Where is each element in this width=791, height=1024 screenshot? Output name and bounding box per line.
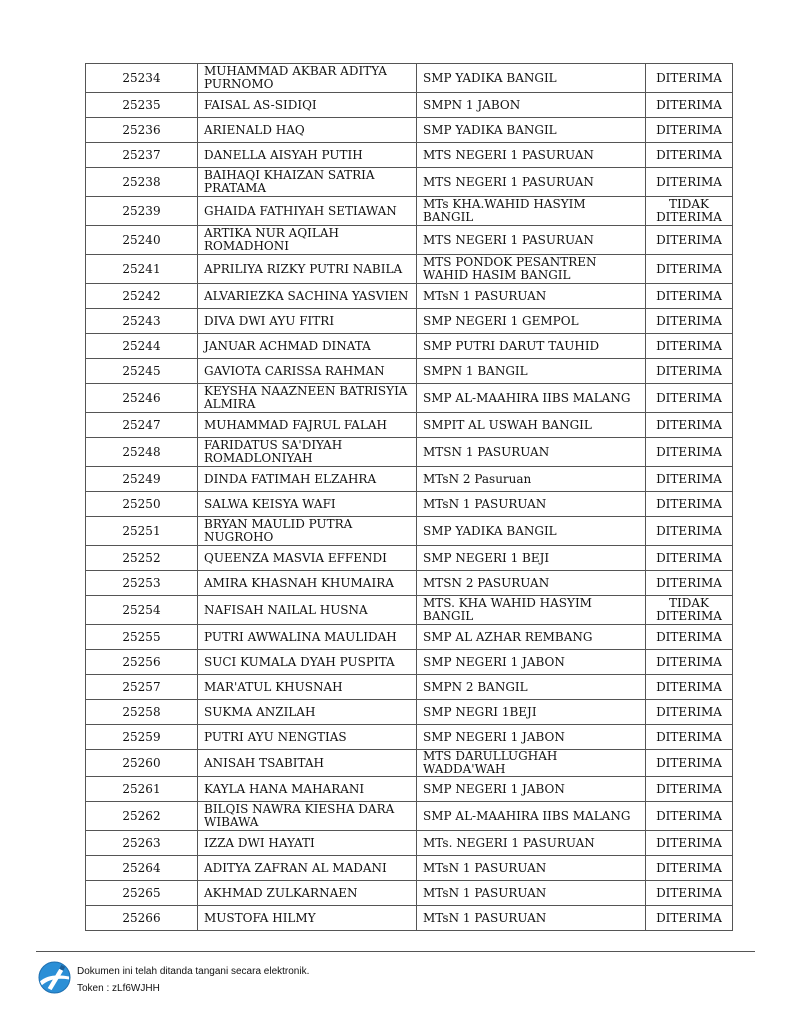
origin-school-cell: MTsN 1 PASURUAN [417, 284, 646, 309]
origin-school-cell: MTS DARULLUGHAH WADDA'WAH [417, 750, 646, 777]
registration-number-cell: 25244 [86, 334, 198, 359]
student-name-cell: FAISAL AS-SIDIQI [198, 93, 417, 118]
registration-number-cell: 25256 [86, 650, 198, 675]
admission-results-table [85, 63, 733, 931]
student-name-cell: JANUAR ACHMAD DINATA [198, 334, 417, 359]
table-row [86, 93, 733, 118]
table-row [86, 118, 733, 143]
table-row [86, 255, 733, 284]
registration-number-cell: 25242 [86, 284, 198, 309]
origin-school-cell: SMP AL-MAAHIRA IIBS MALANG [417, 384, 646, 413]
origin-school-cell: MTS NEGERI 1 PASURUAN [417, 168, 646, 197]
registration-number-cell: 25241 [86, 255, 198, 284]
table-row [86, 438, 733, 467]
student-name-cell: NAFISAH NAILAL HUSNA [198, 596, 417, 625]
student-name-cell: AKHMAD ZULKARNAEN [198, 881, 417, 906]
status-cell: DITERIMA [646, 384, 733, 413]
registration-number-cell: 25259 [86, 725, 198, 750]
table-row [86, 492, 733, 517]
student-name-cell: ANISAH TSABITAH [198, 750, 417, 777]
registration-number-cell: 25263 [86, 831, 198, 856]
table-row [86, 197, 733, 226]
registration-number-cell: 25260 [86, 750, 198, 777]
student-name-cell: DIVA DWI AYU FITRI [198, 309, 417, 334]
registration-number-cell: 25257 [86, 675, 198, 700]
origin-school-cell: SMP AL AZHAR REMBANG [417, 625, 646, 650]
status-cell: DITERIMA [646, 492, 733, 517]
table-row [86, 384, 733, 413]
status-cell: DITERIMA [646, 168, 733, 197]
registration-number-cell: 25252 [86, 546, 198, 571]
status-cell: DITERIMA [646, 309, 733, 334]
origin-school-cell: MTsN 1 PASURUAN [417, 856, 646, 881]
table-row [86, 831, 733, 856]
table-row [86, 359, 733, 384]
table-row [86, 467, 733, 492]
registration-number-cell: 25238 [86, 168, 198, 197]
status-cell: DITERIMA [646, 675, 733, 700]
origin-school-cell: SMP NEGERI 1 JABON [417, 725, 646, 750]
student-name-cell: KAYLA HANA MAHARANI [198, 777, 417, 802]
registration-number-cell: 25264 [86, 856, 198, 881]
origin-school-cell: MTs. NEGERI 1 PASURUAN [417, 831, 646, 856]
registration-number-cell: 25234 [86, 64, 198, 93]
registration-number-cell: 25258 [86, 700, 198, 725]
student-name-cell: BAIHAQI KHAIZAN SATRIA PRATAMA [198, 168, 417, 197]
origin-school-cell: MTsN 1 PASURUAN [417, 906, 646, 931]
status-cell: DITERIMA [646, 334, 733, 359]
registration-number-cell: 25255 [86, 625, 198, 650]
origin-school-cell: SMPN 2 BANGIL [417, 675, 646, 700]
status-cell: DITERIMA [646, 255, 733, 284]
table-row [86, 750, 733, 777]
registration-number-cell: 25240 [86, 226, 198, 255]
footer-divider [36, 951, 755, 952]
registration-number-cell: 25253 [86, 571, 198, 596]
origin-school-cell: SMP NEGERI 1 JABON [417, 777, 646, 802]
e-signature-logo-icon [38, 961, 71, 994]
status-cell: DITERIMA [646, 64, 733, 93]
origin-school-cell: MTSN 1 PASURUAN [417, 438, 646, 467]
student-name-cell: APRILIYA RIZKY PUTRI NABILA [198, 255, 417, 284]
status-cell: DITERIMA [646, 571, 733, 596]
status-cell: DITERIMA [646, 725, 733, 750]
table-row [86, 226, 733, 255]
origin-school-cell: MTS PONDOK PESANTREN WAHID HASIM BANGIL [417, 255, 646, 284]
registration-number-cell: 25262 [86, 802, 198, 831]
table-row [86, 64, 733, 93]
origin-school-cell: SMP NEGRI 1BEJI [417, 700, 646, 725]
origin-school-cell: MTS NEGERI 1 PASURUAN [417, 143, 646, 168]
table-row [86, 777, 733, 802]
table-row [86, 856, 733, 881]
origin-school-cell: SMPN 1 BANGIL [417, 359, 646, 384]
origin-school-cell: MTsN 2 Pasuruan [417, 467, 646, 492]
registration-number-cell: 25251 [86, 517, 198, 546]
student-name-cell: PUTRI AYU NENGTIAS [198, 725, 417, 750]
status-cell: DITERIMA [646, 438, 733, 467]
student-name-cell: ARTIKA NUR AQILAH ROMADHONI [198, 226, 417, 255]
student-name-cell: MUHAMMAD FAJRUL FALAH [198, 413, 417, 438]
origin-school-cell: SMP NEGERI 1 JABON [417, 650, 646, 675]
student-name-cell: BRYAN MAULID PUTRA NUGROHO [198, 517, 417, 546]
student-name-cell: QUEENZA MASVIA EFFENDI [198, 546, 417, 571]
registration-number-cell: 25243 [86, 309, 198, 334]
origin-school-cell: SMPN 1 JABON [417, 93, 646, 118]
origin-school-cell: SMP NEGERI 1 GEMPOL [417, 309, 646, 334]
student-name-cell: ARIENALD HAQ [198, 118, 417, 143]
origin-school-cell: MTsN 1 PASURUAN [417, 492, 646, 517]
student-name-cell: MAR'ATUL KHUSNAH [198, 675, 417, 700]
status-cell: DITERIMA [646, 226, 733, 255]
student-name-cell: SUCI KUMALA DYAH PUSPITA [198, 650, 417, 675]
origin-school-cell: SMP NEGERI 1 BEJI [417, 546, 646, 571]
registration-number-cell: 25236 [86, 118, 198, 143]
status-cell: DITERIMA [646, 802, 733, 831]
status-cell: DITERIMA [646, 777, 733, 802]
origin-school-cell: SMP YADIKA BANGIL [417, 64, 646, 93]
origin-school-cell: MTS NEGERI 1 PASURUAN [417, 226, 646, 255]
registration-number-cell: 25247 [86, 413, 198, 438]
table-row [86, 725, 733, 750]
table-body [86, 64, 733, 931]
table-row [86, 881, 733, 906]
student-name-cell: PUTRI AWWALINA MAULIDAH [198, 625, 417, 650]
origin-school-cell: MTS. KHA WAHID HASYIM BANGIL [417, 596, 646, 625]
table-row [86, 168, 733, 197]
table-row [86, 650, 733, 675]
status-cell: DITERIMA [646, 881, 733, 906]
origin-school-cell: SMP YADIKA BANGIL [417, 517, 646, 546]
signature-token: Token : zLf6WJHH [77, 983, 160, 994]
origin-school-cell: SMPIT AL USWAH BANGIL [417, 413, 646, 438]
status-cell: DITERIMA [646, 118, 733, 143]
registration-number-cell: 25245 [86, 359, 198, 384]
status-cell: DITERIMA [646, 625, 733, 650]
table-row [86, 309, 733, 334]
student-name-cell: IZZA DWI HAYATI [198, 831, 417, 856]
status-cell: DITERIMA [646, 546, 733, 571]
origin-school-cell: MTSN 2 PASURUAN [417, 571, 646, 596]
status-cell: DITERIMA [646, 650, 733, 675]
table-row [86, 571, 733, 596]
status-cell: DITERIMA [646, 517, 733, 546]
status-cell: DITERIMA [646, 831, 733, 856]
student-name-cell: ADITYA ZAFRAN AL MADANI [198, 856, 417, 881]
e-signature-notice: Dokumen ini telah ditanda tangani secara elektronik. [77, 966, 310, 977]
status-cell: DITERIMA [646, 359, 733, 384]
status-cell: DITERIMA [646, 93, 733, 118]
table-row [86, 675, 733, 700]
student-name-cell: BILQIS NAWRA KIESHA DARA WIBAWA [198, 802, 417, 831]
status-cell: DITERIMA [646, 143, 733, 168]
table-row [86, 284, 733, 309]
footer-text [77, 963, 309, 997]
table-row [86, 596, 733, 625]
student-name-cell: ALVARIEZKA SACHINA YASVIEN [198, 284, 417, 309]
student-name-cell: AMIRA KHASNAH KHUMAIRA [198, 571, 417, 596]
table-row [86, 625, 733, 650]
student-name-cell: GAVIOTA CARISSA RAHMAN [198, 359, 417, 384]
student-name-cell: DINDA FATIMAH ELZAHRA [198, 467, 417, 492]
student-name-cell: DANELLA AISYAH PUTIH [198, 143, 417, 168]
status-cell: DITERIMA [646, 906, 733, 931]
origin-school-cell: SMP PUTRI DARUT TAUHID [417, 334, 646, 359]
origin-school-cell: SMP YADIKA BANGIL [417, 118, 646, 143]
student-name-cell: GHAIDA FATHIYAH SETIAWAN [198, 197, 417, 226]
registration-number-cell: 25249 [86, 467, 198, 492]
registration-number-cell: 25248 [86, 438, 198, 467]
status-cell: DITERIMA [646, 467, 733, 492]
table-row [86, 143, 733, 168]
registration-number-cell: 25235 [86, 93, 198, 118]
table-row [86, 546, 733, 571]
status-cell: DITERIMA [646, 700, 733, 725]
student-name-cell: SUKMA ANZILAH [198, 700, 417, 725]
student-name-cell: MUHAMMAD AKBAR ADITYA PURNOMO [198, 64, 417, 93]
registration-number-cell: 25239 [86, 197, 198, 226]
table-row [86, 517, 733, 546]
status-cell: TIDAK DITERIMA [646, 596, 733, 625]
registration-number-cell: 25250 [86, 492, 198, 517]
registration-number-cell: 25261 [86, 777, 198, 802]
status-cell: DITERIMA [646, 856, 733, 881]
student-name-cell: KEYSHA NAAZNEEN BATRISYIA ALMIRA [198, 384, 417, 413]
status-cell: DITERIMA [646, 750, 733, 777]
status-cell: DITERIMA [646, 413, 733, 438]
origin-school-cell: SMP AL-MAAHIRA IIBS MALANG [417, 802, 646, 831]
registration-number-cell: 25254 [86, 596, 198, 625]
status-cell: TIDAK DITERIMA [646, 197, 733, 226]
registration-number-cell: 25266 [86, 906, 198, 931]
student-name-cell: FARIDATUS SA'DIYAH ROMADLONIYAH [198, 438, 417, 467]
table-row [86, 906, 733, 931]
student-name-cell: MUSTOFA HILMY [198, 906, 417, 931]
registration-number-cell: 25237 [86, 143, 198, 168]
registration-number-cell: 25265 [86, 881, 198, 906]
status-cell: DITERIMA [646, 284, 733, 309]
table-row [86, 700, 733, 725]
student-name-cell: SALWA KEISYA WAFI [198, 492, 417, 517]
table-row [86, 802, 733, 831]
registration-number-cell: 25246 [86, 384, 198, 413]
table-row [86, 334, 733, 359]
origin-school-cell: MTs KHA.WAHID HASYIM BANGIL [417, 197, 646, 226]
table-row [86, 413, 733, 438]
origin-school-cell: MTsN 1 PASURUAN [417, 881, 646, 906]
